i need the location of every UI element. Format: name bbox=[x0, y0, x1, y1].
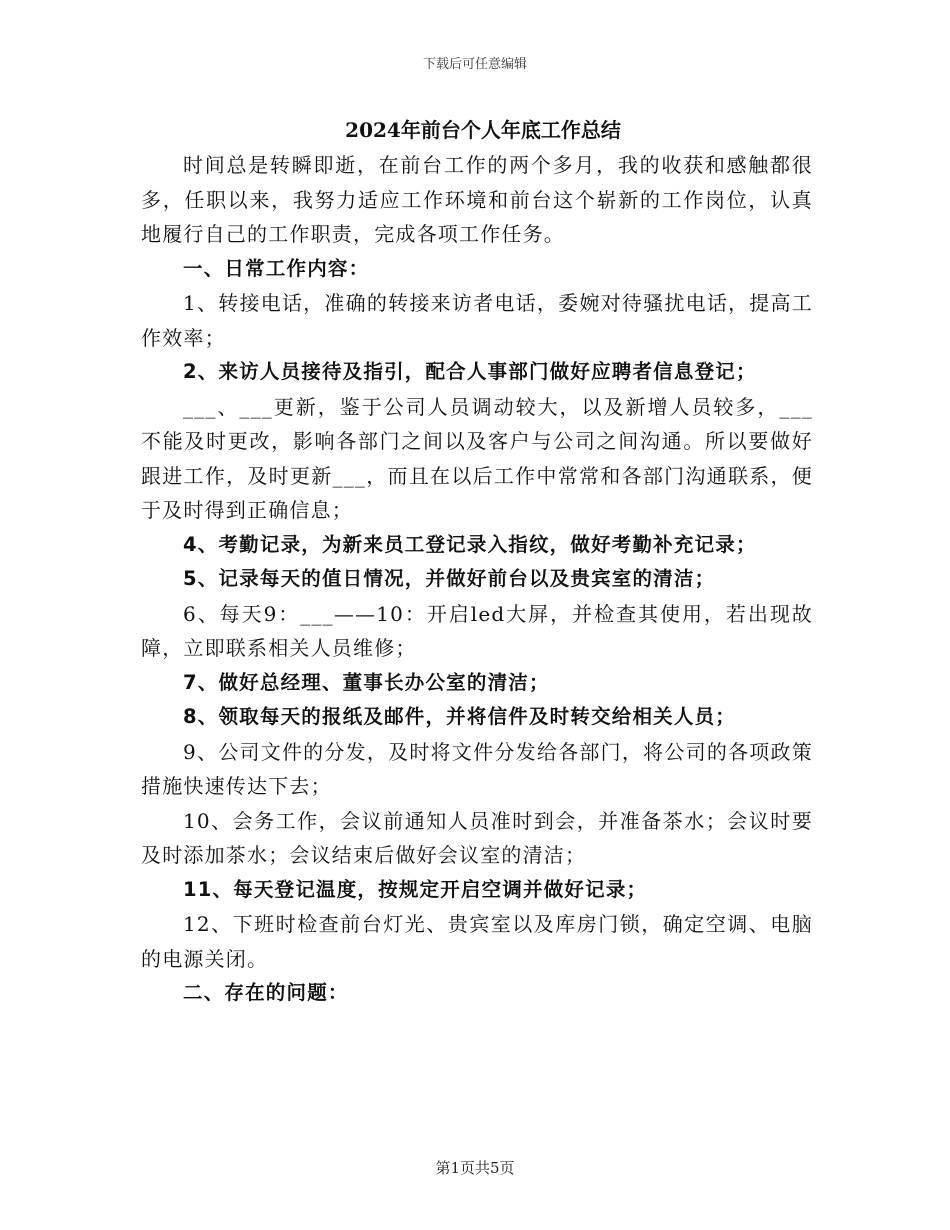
header-note: 下载后可任意编辑 bbox=[422, 57, 527, 72]
paragraph-intro: 时间总是转瞬即逝，在前台工作的两个多月，我的收获和感触都很多，任职以来，我努力适应工作环境和前台这个崭新的工作岗位，认真地履行自己的工作职责，完成各项工作任务。 bbox=[141, 153, 813, 246]
list-item-4: 4、考勤记录，为新来员工登记录入指纹，做好考勤补充记录； bbox=[183, 532, 757, 556]
list-item-6: 6、每天9：___——10：开启led大屏，并检查其使用，若出现故障，立即联系相关人员维修； bbox=[141, 601, 813, 660]
document-title: 2024年前台个人年底工作总结 bbox=[345, 118, 621, 142]
section-heading-daily-work: 一、日常工作内容： bbox=[183, 256, 370, 280]
list-item-7: 7、做好总经理、董事长办公室的清洁； bbox=[183, 670, 550, 694]
list-item-12: 12、下班时检查前台灯光、贵宾室以及库房门锁，确定空调、电脑的电源关闭。 bbox=[141, 912, 813, 971]
list-item-1: 1、转接电话，准确的转接来访者电话，委婉对待骚扰电话，提高工作效率； bbox=[141, 291, 813, 350]
list-item-5: 5、记录每天的值日情况，并做好前台以及贵宾室的清洁； bbox=[183, 567, 716, 590]
list-item-9: 9、公司文件的分发，及时将文件分发给各部门，将公司的各项政策措施快速传达下去； bbox=[141, 739, 813, 798]
list-item-8: 8、领取每天的报纸及邮件，并将信件及时转交给相关人员； bbox=[183, 705, 736, 728]
document-body bbox=[141, 148, 813, 1011]
section-heading-problems: 二、存在的问题： bbox=[183, 981, 349, 1004]
page-number-footer: 第1页共5页 bbox=[435, 1159, 515, 1177]
list-item-11: 11、每天登记温度，按规定开启空调并做好记录； bbox=[183, 877, 648, 901]
list-item-10: 10、会务工作，会议前通知人员准时到会，并准备茶水；会议时要及时添加茶水；会议结束后做好会议室的清洁； bbox=[141, 808, 813, 867]
list-item-2: 2、来访人员接待及指引，配合人事部门做好应聘者信息登记； bbox=[183, 360, 757, 383]
list-item-3: ___、___更新，鉴于公司人员调动较大，以及新增人员较多，___不能及时更改，影响各部门之间以及客户与公司之间沟通。所以要做好跟进工作，及时更新___，而且在以后工作中常常和各部门沟通联系，便于及时得到正确信息； bbox=[141, 394, 813, 522]
